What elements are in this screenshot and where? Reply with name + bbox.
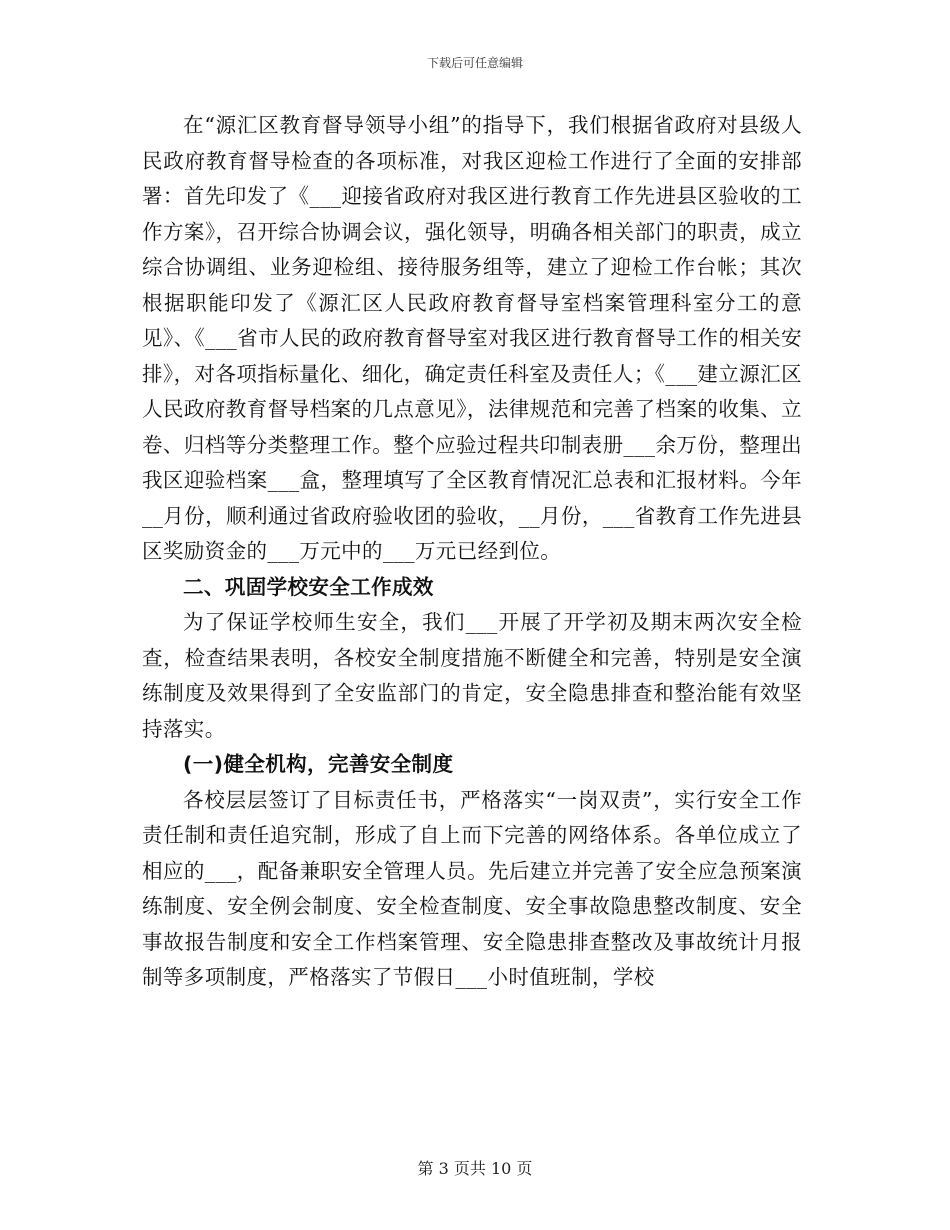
- page-header: 下载后可任意编辑: [426, 56, 523, 70]
- subsection-heading-safety-system: (一)健全机构，完善安全制度: [183, 752, 454, 776]
- paragraph-responsibility-system: 各校层层签订了目标责任书，严格落实“一岗双责”，实行安全工作责任制和责任追究制，形成了自上而下完善的网络体系。各单位成立了相应的___，配备兼职安全管理人员。先后建立并完善了安全应急预案演练制度、安全例会制度、安全检查制度、安全事故隐患整改制度、安全事故报告制度和安全工作档案管理、安全隐患排查整改及事故统计月报制等多项制度，严格落实了节假日___小时值班制，学校: [142, 787, 802, 989]
- paragraph-safety-check: 为了保证学校师生安全，我们___开展了开学初及期末两次安全检查，检查结果表明，各校安全制度措施不断健全和完善，特别是安全演练制度及效果得到了全安监部门的肯定，安全隐患排查和整治能有效坚持落实。: [142, 610, 802, 741]
- section-heading-school-safety: 二、巩固学校安全工作成效: [183, 574, 434, 599]
- page-footer: 第 3 页共 10 页: [417, 1159, 533, 1178]
- paragraph-inspection-arrangement: 在“源汇区教育督导领导小组”的指导下，我们根据省政府对县级人民政府教育督导检查的各项标准，对我区迎检工作进行了全面的安排部署：首先印发了《___迎接省政府对我区进行教育工作先进县区验收的工作方案》，召开综合协调会议，强化领导，明确各相关部门的职责，成立综合协调组、业务迎检组、接待服务组等，建立了迎检工作台帐；其次根据职能印发了《源汇区人民政府教育督导室档案管理科室分工的意见》、《___省市人民的政府教育督导室对我区进行教育督导工作的相关安排》，对各项指标量化、细化，确定责任科室及责任人；《___建立源汇区人民政府教育督导档案的几点意见》，法律规范和完善了档案的收集、立卷、归档等分类整理工作。整个应验过程共印制表册___余万份，整理出我区迎验档案___盒，整理填写了全区教育情况汇总表和汇报材料。今年__月份，顺利通过省政府验收团的验收，__月份，___省教育工作先进县区奖励资金的___万元中的___万元已经到位。: [142, 113, 802, 563]
- document-body: [142, 108, 802, 996]
